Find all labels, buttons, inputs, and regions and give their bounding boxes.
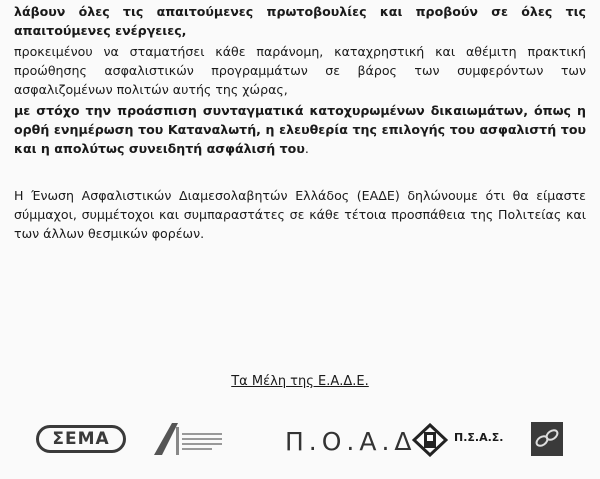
psas-emblem-icon xyxy=(412,423,448,457)
goal-text: με στόχο την προάσπιση συνταγματικά κατοχυρωμένων δικαιωμάτων, όπως η ορθή ενημέρωση του Καταναλωτή, η ελευθερία της επιλογής του ασφαλιστή του και η απολύτως συνειδητή ασφάλισή του xyxy=(14,103,586,156)
psas-logo xyxy=(412,423,504,461)
chain-emblem-logo xyxy=(530,421,564,457)
paragraph-goal xyxy=(14,101,586,158)
document-body xyxy=(14,2,586,243)
goal-period: . xyxy=(304,141,309,156)
paragraph-eade-declaration: Η Ένωση Ασφαλιστικών Διαμεσολαβητών Ελλάδος (ΕΑΔΕ) δηλώνουμε ότι θα είμαστε σύμμαχοι, συμμέτοχοι και συμπαραστάτες σε κάθε τέτοια προσπάθεια της Πολιτείας και των άλλων θεσμικών φορέων. xyxy=(14,188,586,241)
paragraph-stop-practices: προκειμένου να σταματήσει κάθε παράνομη, καταχρηστική και αθέμιτη πρακτική προώθησης ασφαλιστικών προγραμμάτων σε βάρος των συμφερόντων των ασφαλιζομένων πολιτών αυτής της χώρας, xyxy=(14,44,586,97)
signature-line: Τα Μέλη της Ε.Α.Δ.Ε. xyxy=(231,374,369,389)
sema-logo: ΣΕΜΑ xyxy=(36,425,126,453)
member-emblem-logo xyxy=(150,421,230,457)
member-logos xyxy=(0,415,600,465)
paragraph-initiatives: λάβουν όλες τις απαιτούμενες πρωτοβουλίες και προβούν σε όλες τις απαιτούμενες ενέργειες, xyxy=(14,4,586,38)
psas-logo-text: Π.Σ.Α.Σ. xyxy=(454,431,504,444)
poad-logo: Π.Ο.Α.Δ xyxy=(285,427,417,456)
